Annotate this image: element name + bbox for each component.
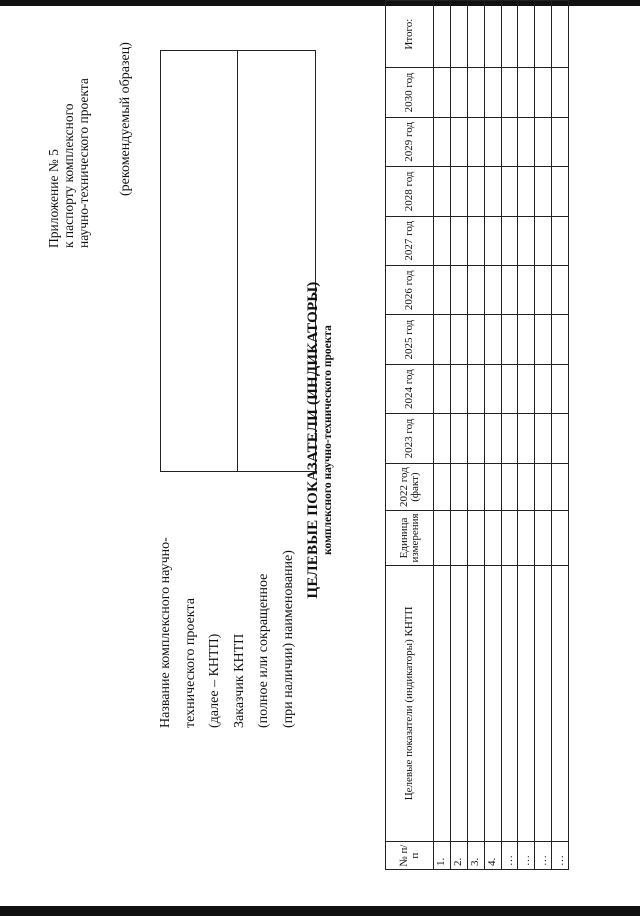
table-cell[interactable] <box>501 511 518 565</box>
table-cell[interactable] <box>518 511 535 565</box>
col-header-2023: 2023 год <box>403 418 415 459</box>
target-indicators-table <box>385 0 569 870</box>
table-cell[interactable] <box>501 414 518 463</box>
table-cell[interactable] <box>450 511 467 565</box>
table-cell[interactable] <box>501 1 518 68</box>
sample-note: (рекомендуемый образец) <box>118 42 133 196</box>
col-header <box>386 117 434 166</box>
table-cell[interactable] <box>518 315 535 364</box>
table-cell[interactable] <box>535 364 552 413</box>
table-cell[interactable] <box>518 68 535 117</box>
table-cell[interactable] <box>484 414 501 463</box>
table-cell[interactable] <box>552 216 569 265</box>
table-cell[interactable] <box>434 266 451 315</box>
row-number: … <box>518 842 535 870</box>
table-cell[interactable] <box>434 315 451 364</box>
table-cell[interactable] <box>518 1 535 68</box>
row-number: … <box>535 842 552 870</box>
row-number: 2. <box>450 842 467 870</box>
customer-name-field[interactable] <box>237 51 315 471</box>
table-cell[interactable] <box>434 364 451 413</box>
row-number: … <box>501 842 518 870</box>
table-cell[interactable] <box>552 511 569 565</box>
table-cell[interactable] <box>501 216 518 265</box>
table-cell[interactable] <box>467 364 484 413</box>
table-cell[interactable] <box>501 565 518 842</box>
table-cell[interactable] <box>484 216 501 265</box>
table-row <box>467 1 484 870</box>
table-cell[interactable] <box>518 117 535 166</box>
table-cell[interactable] <box>484 68 501 117</box>
row-number: 4. <box>484 842 501 870</box>
col-header-2026: 2026 год <box>403 270 415 311</box>
table-cell[interactable] <box>518 463 535 511</box>
table-cell[interactable] <box>434 1 451 68</box>
document-title: ЦЕЛЕВЫЕ ПОКАЗАТЕЛИ (ИНДИКАТОРЫ) <box>305 281 321 599</box>
col-header <box>386 266 434 315</box>
project-name-label-1: Название комплексного научно- <box>158 537 173 728</box>
table-cell[interactable] <box>467 511 484 565</box>
col-header-2027: 2027 год <box>403 220 415 261</box>
table-cell[interactable] <box>535 167 552 216</box>
appendix-line-1: Приложение № 5 <box>46 149 61 248</box>
col-header <box>386 565 434 842</box>
table-cell[interactable] <box>467 117 484 166</box>
table-cell[interactable] <box>501 463 518 511</box>
row-number: 3. <box>467 842 484 870</box>
table-cell[interactable] <box>484 565 501 842</box>
table-cell[interactable] <box>434 216 451 265</box>
appendix-line-2: к паспорту комплексного <box>61 103 76 248</box>
table-cell[interactable] <box>450 68 467 117</box>
table-cell[interactable] <box>467 565 484 842</box>
table-cell[interactable] <box>484 266 501 315</box>
project-info-box <box>160 50 316 472</box>
table-cell[interactable] <box>484 463 501 511</box>
table-cell[interactable] <box>450 414 467 463</box>
table-cell[interactable] <box>535 117 552 166</box>
col-header <box>386 842 434 870</box>
col-header-unit: Единица измерения <box>397 513 421 563</box>
row-number: … <box>552 842 569 870</box>
table-cell[interactable] <box>535 216 552 265</box>
table-cell[interactable] <box>484 315 501 364</box>
table-cell[interactable] <box>518 266 535 315</box>
table-cell[interactable] <box>467 167 484 216</box>
col-header <box>386 1 434 68</box>
table-cell[interactable] <box>535 565 552 842</box>
col-header-indicators: Целевые показатели (индикаторы) КНТП <box>403 606 415 801</box>
col-header <box>386 315 434 364</box>
table-cell[interactable] <box>434 167 451 216</box>
col-header-2022: 2022 год (факт) <box>397 467 421 507</box>
table-cell[interactable] <box>434 511 451 565</box>
table-cell[interactable] <box>434 565 451 842</box>
table-row <box>434 1 451 870</box>
table-cell[interactable] <box>467 266 484 315</box>
col-header <box>386 463 434 511</box>
table-cell[interactable] <box>467 414 484 463</box>
customer-label-1: Заказчик КНТП <box>231 633 247 728</box>
table-cell[interactable] <box>484 511 501 565</box>
table-cell[interactable] <box>467 1 484 68</box>
col-header <box>386 414 434 463</box>
table-cell[interactable] <box>552 117 569 166</box>
table-cell[interactable] <box>518 167 535 216</box>
table-cell[interactable] <box>467 216 484 265</box>
table-cell[interactable] <box>450 117 467 166</box>
table-cell[interactable] <box>450 463 467 511</box>
table-cell[interactable] <box>518 216 535 265</box>
table-cell[interactable] <box>535 68 552 117</box>
table-cell[interactable] <box>535 315 552 364</box>
project-name-label-2: технического проекта <box>182 598 198 728</box>
table-row <box>501 1 518 870</box>
col-header <box>386 68 434 117</box>
table-cell[interactable] <box>552 565 569 842</box>
table-cell[interactable] <box>501 266 518 315</box>
table-cell[interactable] <box>518 565 535 842</box>
table-cell[interactable] <box>450 565 467 842</box>
table-cell[interactable] <box>467 68 484 117</box>
table-cell[interactable] <box>501 117 518 166</box>
table-cell[interactable] <box>450 1 467 68</box>
table-cell[interactable] <box>450 266 467 315</box>
table-cell[interactable] <box>484 117 501 166</box>
table-row <box>535 1 552 870</box>
table-cell[interactable] <box>518 364 535 413</box>
table-cell[interactable] <box>535 1 552 68</box>
table-cell[interactable] <box>484 364 501 413</box>
col-header-2028: 2028 год <box>403 171 415 212</box>
table-cell[interactable] <box>535 414 552 463</box>
col-header-2025: 2025 год <box>403 319 415 360</box>
table-row <box>450 1 467 870</box>
col-header-2024: 2024 год <box>403 369 415 409</box>
col-header <box>386 167 434 216</box>
table-cell[interactable] <box>450 167 467 216</box>
col-header-number: № п/п <box>397 844 421 867</box>
table-cell[interactable] <box>552 315 569 364</box>
table-cell[interactable] <box>501 315 518 364</box>
table-row <box>552 1 569 870</box>
table-cell[interactable] <box>501 364 518 413</box>
table-cell[interactable] <box>450 315 467 364</box>
table-cell[interactable] <box>535 511 552 565</box>
table-cell[interactable] <box>552 266 569 315</box>
table-row <box>518 1 535 870</box>
table-cell[interactable] <box>484 167 501 216</box>
col-header <box>386 216 434 265</box>
table-cell[interactable] <box>501 167 518 216</box>
col-header <box>386 511 434 565</box>
table-cell[interactable] <box>552 1 569 68</box>
col-header-2029: 2029 год <box>403 122 415 162</box>
row-number: 1. <box>434 842 451 870</box>
col-header-total: Итого: <box>403 18 415 50</box>
appendix-header <box>46 78 91 248</box>
table-cell[interactable] <box>467 463 484 511</box>
table-cell[interactable] <box>552 167 569 216</box>
table-cell[interactable] <box>484 1 501 68</box>
col-header <box>386 364 434 413</box>
table-header-row <box>386 1 434 870</box>
table-cell[interactable] <box>434 117 451 166</box>
table-cell[interactable] <box>552 68 569 117</box>
project-name-label-3: (далее – КНТП) <box>207 633 223 728</box>
table-cell[interactable] <box>434 68 451 117</box>
table-row <box>484 1 501 870</box>
table-cell[interactable] <box>434 414 451 463</box>
table-cell[interactable] <box>535 463 552 511</box>
field-labels <box>154 537 302 728</box>
table-cell[interactable] <box>535 266 552 315</box>
table-cell[interactable] <box>501 68 518 117</box>
table-cell[interactable] <box>552 414 569 463</box>
table-cell[interactable] <box>467 315 484 364</box>
appendix-line-3: научно-технического проекта <box>76 78 91 248</box>
table-cell[interactable] <box>552 364 569 413</box>
customer-label-2: (полное или сокращенное <box>256 573 272 728</box>
col-header-2030: 2030 год <box>403 72 415 113</box>
table-cell[interactable] <box>450 216 467 265</box>
table-cell[interactable] <box>552 463 569 511</box>
project-name-field[interactable] <box>161 51 238 471</box>
document-subtitle: комплексного научно-технического проекта <box>322 325 334 555</box>
table-cell[interactable] <box>450 364 467 413</box>
customer-label-3: (при наличии) наименование) <box>280 550 296 728</box>
table-cell[interactable] <box>518 414 535 463</box>
table-cell[interactable] <box>434 463 451 511</box>
